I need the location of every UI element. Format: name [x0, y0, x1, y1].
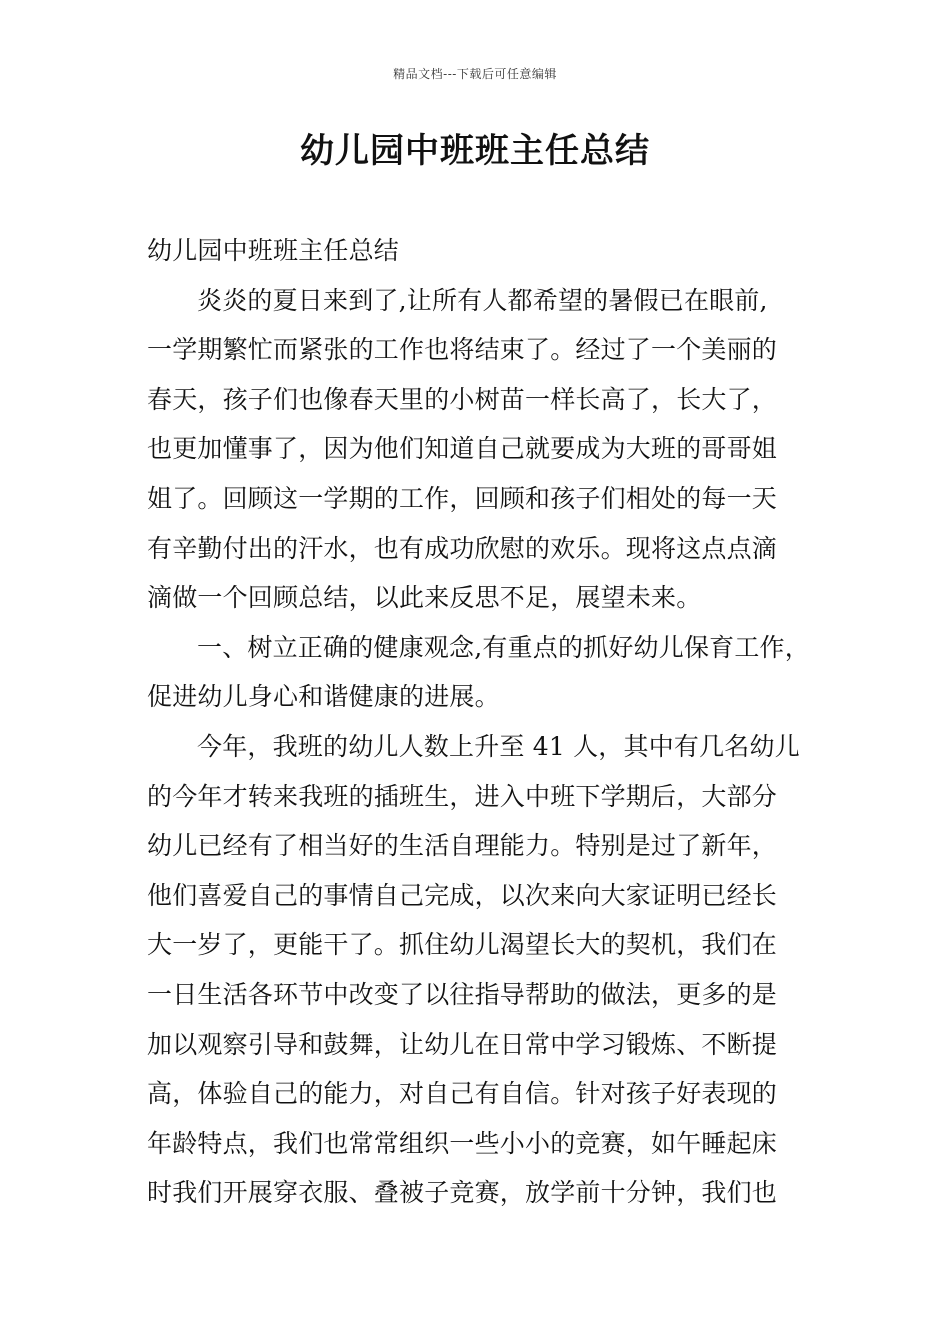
- paragraph-line: 时我们开展穿衣服、叠被子竞赛，放学前十分钟，我们也: [147, 1178, 778, 1208]
- paragraph-line: 今年，我班的幼儿人数上升至 41 人，其中有几名幼儿: [197, 731, 800, 761]
- paragraph-line: 滴做一个回顾总结，以此来反思不足，展望未来。: [147, 583, 702, 613]
- paragraph-line: 姐了。回顾这一学期的工作，回顾和孩子们相处的每一天: [147, 483, 778, 513]
- paragraph-line: 炎炎的夏日来到了,让所有人都希望的暑假已在眼前,: [197, 285, 768, 315]
- paragraph-line: 年龄特点，我们也常常组织一些小小的竞赛，如午睡起床: [147, 1128, 778, 1158]
- section-heading-line: 一、树立正确的健康观念,有重点的抓好幼儿保育工作，: [197, 632, 810, 662]
- paragraph-line: 幼儿已经有了相当好的生活自理能力。特别是过了新年，: [147, 831, 778, 861]
- paragraph-line: 也更加懂事了，因为他们知道自己就要成为大班的哥哥姐: [147, 434, 778, 464]
- body-subtitle: 幼儿园中班班主任总结: [147, 236, 400, 265]
- paragraph-line: 有辛勤付出的汗水，也有成功欣慰的欢乐。现将这点点滴: [147, 533, 778, 563]
- paragraph-line: 一学期繁忙而紧张的工作也将结束了。经过了一个美丽的: [147, 335, 778, 365]
- section-heading-line: 促进幼儿身心和谐健康的进展。: [147, 682, 500, 712]
- paragraph-line: 加以观察引导和鼓舞，让幼儿在日常中学习锻炼、不断提: [147, 1029, 778, 1059]
- document-title: 幼儿园中班班主任总结: [300, 131, 650, 171]
- header-note: 精品文档---下载后可任意编辑: [393, 67, 557, 81]
- paragraph-line: 他们喜爱自己的事情自己完成，以次来向大家证明已经长: [147, 880, 778, 910]
- paragraph-line: 的今年才转来我班的插班生，进入中班下学期后，大部分: [147, 781, 778, 811]
- paragraph-line: 一日生活各环节中改变了以往指导帮助的做法，更多的是: [147, 979, 778, 1009]
- paragraph-line: 春天，孩子们也像春天里的小树苗一样长高了，长大了，: [147, 384, 778, 414]
- paragraph-line: 高，体验自己的能力，对自己有自信。针对孩子好表现的: [147, 1079, 778, 1109]
- document-body: [147, 226, 810, 1218]
- paragraph-line: 大一岁了，更能干了。抓住幼儿渴望长大的契机，我们在: [147, 930, 778, 960]
